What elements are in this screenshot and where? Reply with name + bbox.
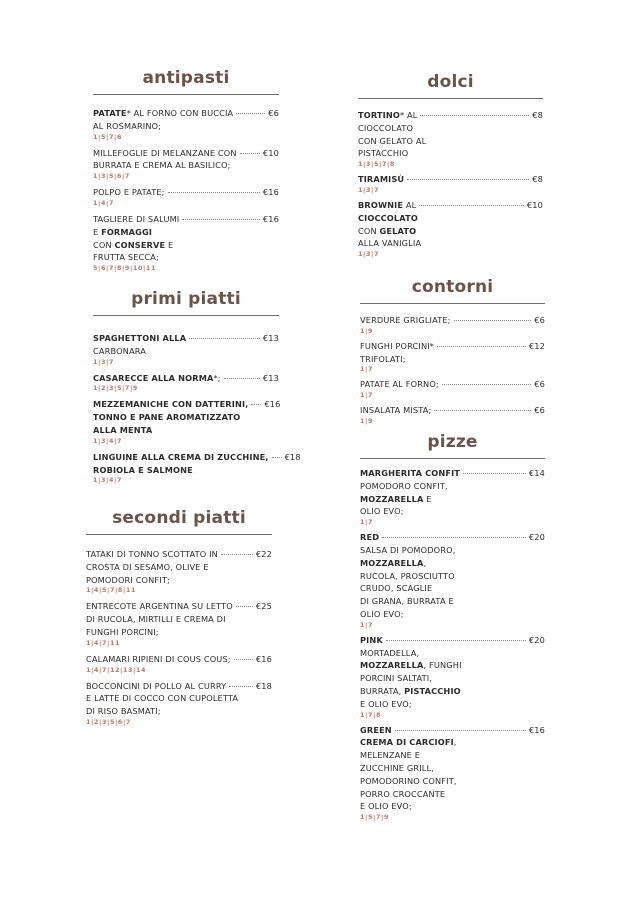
- dish-text-bold: SPAGHETTONI ALLA: [93, 333, 187, 343]
- divider: [358, 98, 543, 99]
- dish-description: [360, 659, 545, 672]
- dish-text: DI RISO BASMATI;: [86, 706, 161, 717]
- dish-description: [360, 493, 545, 506]
- dish-description: [93, 464, 279, 477]
- dish-text-bold: MOZZARELLA: [360, 660, 424, 671]
- dish-name-line: [86, 600, 272, 613]
- section-dolci: [358, 72, 543, 258]
- dish-text-bold: TONNO E PANE AROMATIZZATO: [93, 412, 241, 423]
- dish-name: [93, 147, 237, 160]
- dish-description: [360, 672, 545, 685]
- menu-item: [93, 213, 279, 272]
- dish-description: [93, 159, 279, 172]
- dot-leader: [229, 686, 253, 687]
- dish-text: PATATE AL FORNO;: [360, 379, 439, 390]
- dish-text: , FUNGHI: [423, 660, 462, 671]
- dish-description: [360, 685, 545, 698]
- dish-text: BOCCONCINI DI POLLO AL CURRY: [86, 680, 227, 691]
- allergen-codes: 1|7: [360, 620, 374, 629]
- dish-name-line: [93, 147, 279, 160]
- dot-leader: [407, 179, 529, 180]
- dish-name-line: [93, 398, 279, 411]
- dish-price: €20: [528, 634, 545, 645]
- dish-text: TATAKI DI TONNO SCOTTATO IN: [86, 549, 218, 559]
- allergen-codes: 1|4|7|12|13|14: [86, 665, 147, 674]
- menu-item: [360, 634, 545, 719]
- dish-price: €16: [264, 399, 281, 410]
- dish-price: €16: [255, 653, 272, 664]
- dish-text: ,: [453, 737, 457, 748]
- dish-description: [360, 582, 545, 595]
- dish-description: [360, 749, 545, 762]
- dish-text: *;: [213, 372, 221, 383]
- dish-name-line: [358, 173, 543, 186]
- dish-text: CROSTA DI SESAMO, OLIVE E: [86, 561, 209, 572]
- dish-price: €6: [268, 108, 279, 118]
- dot-leader: [442, 384, 531, 385]
- dish-name-line: [360, 314, 545, 327]
- menu-item: [360, 314, 545, 335]
- menu-item: [93, 372, 279, 393]
- dish-name-line: [93, 332, 279, 345]
- menu-item: [360, 467, 545, 526]
- dish-description: [358, 135, 543, 148]
- dish-price: €13: [262, 333, 279, 343]
- dish-name: [360, 340, 434, 353]
- dish-price: €25: [255, 601, 272, 612]
- divider: [93, 94, 279, 95]
- dish-name: [360, 404, 431, 417]
- dot-leader: [272, 457, 282, 458]
- dish-text: FUNGHI PORCINI;: [86, 626, 159, 637]
- dish-text-bold: FORMAGGI: [101, 226, 153, 237]
- dish-price: €8: [532, 110, 543, 120]
- dish-description: [93, 411, 279, 424]
- dot-leader: [224, 378, 260, 379]
- dish-name-line: [93, 372, 279, 385]
- dish-price: €10: [526, 199, 543, 210]
- dot-leader: [454, 320, 532, 321]
- dish-name: [86, 653, 231, 666]
- dish-text-bold: ALLA MENTA: [93, 424, 153, 435]
- dish-description: [360, 505, 545, 518]
- dish-text-bold: TORTINO: [358, 110, 400, 120]
- dish-description: [360, 595, 545, 608]
- dish-description: [360, 570, 545, 583]
- dish-text: TRIFOLATI;: [360, 353, 406, 364]
- dot-leader: [236, 606, 253, 607]
- dish-name-line: [93, 213, 279, 226]
- dish-text-bold: CREMA DI CARCIOFI: [360, 737, 454, 748]
- allergen-codes: 1|3|5|6|7: [93, 172, 130, 181]
- allergen-codes: 1|9: [360, 416, 374, 425]
- allergen-codes: 1|4|7|11: [86, 638, 121, 647]
- allergen-codes: 1|3|7: [358, 185, 380, 194]
- dot-leader: [234, 659, 253, 660]
- dish-text: BURRATA,: [360, 685, 405, 696]
- dish-text-bold: MOZZARELLA: [360, 493, 424, 504]
- dish-text: CON: [358, 225, 380, 236]
- dot-leader: [251, 404, 261, 405]
- dish-name-line: [360, 467, 545, 480]
- dish-description: [360, 608, 545, 621]
- dish-text-bold: LINGUINE ALLA CREMA DI ZUCCHINE,: [93, 451, 269, 462]
- dish-name: [93, 186, 165, 199]
- dish-name: [360, 378, 439, 391]
- dish-price: €13: [262, 372, 279, 383]
- menu-item: [93, 398, 279, 444]
- menu-item: [93, 186, 279, 207]
- dish-text-bold: CASARECCE ALLA NORMA: [93, 372, 214, 383]
- dish-text-bold: MARGHERITA CONFIT: [360, 468, 461, 478]
- menu-item: [360, 378, 545, 399]
- dish-text-bold: RED: [360, 532, 380, 543]
- dot-leader: [395, 730, 526, 731]
- dish-description: [360, 557, 545, 570]
- dish-name: [360, 531, 379, 544]
- dish-name-line: [360, 724, 545, 737]
- dish-name: [93, 398, 248, 411]
- menu-item: [93, 147, 279, 181]
- dish-description: [358, 237, 543, 250]
- divider: [93, 315, 279, 316]
- dish-text-bold: GREEN: [360, 724, 392, 735]
- dish-text: ,: [423, 557, 427, 568]
- menu-item: [358, 199, 543, 258]
- dish-price: €14: [528, 468, 545, 478]
- dish-text-bold: PISTACCHIO: [404, 685, 461, 696]
- dot-leader: [419, 205, 524, 206]
- dish-description: [86, 692, 272, 705]
- menu-item: [360, 404, 545, 425]
- menu-item: [360, 724, 545, 822]
- allergen-codes: 1|5|7|9: [360, 813, 389, 822]
- dish-text: SALSA DI POMODORO,: [360, 544, 456, 555]
- allergen-codes: 1|7: [360, 391, 374, 400]
- section-secondi-piatti: [86, 508, 272, 726]
- dish-name-line: [360, 404, 545, 417]
- dish-text: POMODORO CONFIT,: [360, 480, 448, 491]
- dot-leader: [386, 640, 526, 641]
- dish-description: [93, 251, 279, 264]
- dish-text: E: [93, 226, 102, 237]
- section-title: secondi piatti: [112, 508, 246, 528]
- divider: [86, 534, 272, 535]
- dish-text: * AL: [399, 110, 418, 120]
- allergen-codes: 1|4|5|7|8|11: [86, 586, 136, 595]
- dish-text: E LATTE DI COCCO CON CUPOLETTA: [86, 693, 239, 704]
- dish-text: E OLIO EVO;: [360, 801, 412, 812]
- dish-description: [360, 762, 545, 775]
- section-pizze: [360, 432, 545, 821]
- dish-text: MELENZANE E: [360, 750, 421, 761]
- dish-price: €20: [528, 532, 545, 543]
- dot-leader: [221, 554, 253, 555]
- dish-name-line: [360, 531, 545, 544]
- dish-description: [93, 120, 279, 133]
- dish-name: [86, 680, 226, 693]
- dish-name-line: [360, 340, 545, 353]
- dish-name-line: [360, 378, 545, 391]
- section-title: dolci: [427, 72, 474, 92]
- allergen-codes: 1|7: [360, 365, 374, 374]
- dot-leader: [182, 219, 260, 220]
- dish-name-line: [86, 653, 272, 666]
- allergen-codes: 1|2|3|5|7|9: [93, 384, 138, 393]
- menu-item: [86, 680, 272, 726]
- dish-text-bold: CONSERVE: [114, 239, 166, 250]
- dish-name-line: [93, 451, 301, 464]
- dish-name-line: [86, 680, 272, 693]
- dish-description: [93, 239, 279, 252]
- menu-item: [358, 109, 543, 168]
- dish-text: POLPO E PATATE;: [93, 187, 165, 198]
- dish-name: [93, 213, 179, 226]
- dish-text: ENTRECOTE ARGENTINA SU LETTO: [86, 601, 233, 612]
- dish-text: OLIO EVO;: [360, 608, 404, 619]
- dish-name: [86, 548, 218, 561]
- dish-text-bold: PINK: [360, 634, 383, 645]
- menu-item: [86, 548, 272, 594]
- dish-price: €6: [534, 405, 545, 416]
- dish-description: [358, 147, 543, 160]
- menu-item: [86, 600, 272, 646]
- allergen-codes: 5|6|7|8|9|10|11: [93, 264, 157, 273]
- dish-description: [86, 626, 272, 639]
- section-antipasti: [93, 68, 279, 272]
- dish-name-line: [358, 199, 543, 212]
- allergen-codes: 1|7|8: [360, 710, 382, 719]
- allergen-codes: 1|7: [360, 518, 374, 527]
- dot-leader: [437, 346, 526, 347]
- menu-item: [86, 653, 272, 674]
- menu-item: [360, 340, 545, 374]
- allergen-codes: 1|3|4|7: [93, 436, 122, 445]
- section-title: contorni: [411, 277, 494, 297]
- dish-text: INSALATA MISTA;: [360, 405, 432, 416]
- dot-leader: [420, 115, 529, 116]
- dish-text: FUNGHI PORCINI*: [360, 340, 435, 351]
- dish-name-line: [93, 186, 279, 199]
- dish-price: €22: [255, 549, 272, 559]
- dish-text: E: [165, 239, 174, 250]
- dish-name: [360, 467, 460, 480]
- allergen-codes: 1|2|3|5|6|7: [86, 717, 131, 726]
- divider: [360, 458, 545, 459]
- dish-text: CON GELATO AL: [358, 135, 427, 146]
- dish-text: FRUTTA SECCA;: [93, 252, 159, 263]
- dish-text: POMODORI CONFIT;: [86, 574, 170, 585]
- dot-leader: [463, 473, 526, 474]
- dish-text-bold: TIRAMISÙ: [358, 174, 405, 185]
- dish-price: €16: [262, 187, 279, 198]
- dish-price: €10: [262, 147, 279, 158]
- dish-name: [360, 314, 451, 327]
- dot-leader: [434, 410, 531, 411]
- dish-price: €12: [528, 340, 545, 351]
- menu-item: [358, 173, 543, 194]
- menu-item: [93, 107, 279, 141]
- dish-text-bold: MOZZARELLA: [360, 557, 424, 568]
- dish-description: [360, 698, 545, 711]
- dish-description: [358, 212, 543, 225]
- menu-item: [360, 531, 545, 629]
- allergen-codes: 1|5|7|6: [93, 132, 122, 141]
- dish-name: [86, 600, 233, 613]
- dish-text: AL ROSMARINO;: [93, 120, 162, 131]
- dish-description: [86, 574, 272, 587]
- dish-name-line: [358, 109, 543, 122]
- dish-description: [360, 775, 545, 788]
- dish-text: DI RUCOLA, MIRTILLI E CREMA DI: [86, 614, 226, 625]
- divider: [360, 303, 545, 304]
- dish-price: €16: [528, 724, 545, 735]
- dish-text: PISTACCHIO: [358, 148, 409, 159]
- dish-text: ZUCCHINE GRILL,: [360, 762, 434, 773]
- dish-description: [360, 647, 545, 660]
- dish-description: [93, 345, 279, 358]
- dish-price: €6: [534, 315, 545, 325]
- dish-text: MORTADELLA,: [360, 647, 420, 658]
- dish-description: [358, 122, 543, 135]
- dish-name: [93, 372, 221, 385]
- dish-text: VERDURE GRIGLIATE;: [360, 315, 451, 325]
- dish-name: [358, 109, 417, 122]
- dish-text: BURRATA E CREMA AL BASILICO;: [93, 160, 231, 171]
- dish-description: [86, 705, 272, 718]
- dish-description: [358, 225, 543, 238]
- dish-text: DI GRANA, BURRATA E: [360, 596, 454, 607]
- dish-text: PORCINI SALTATI,: [360, 673, 433, 684]
- dish-name-line: [360, 634, 545, 647]
- dish-text-bold: CIOCCOLATO: [358, 212, 418, 223]
- dish-description: [86, 561, 272, 574]
- dish-description: [360, 800, 545, 813]
- dish-text: ALLA VANIGLIA: [358, 238, 422, 249]
- dish-text-bold: PATATE: [93, 108, 127, 118]
- dish-price: €8: [532, 174, 543, 185]
- dish-text-bold: MEZZEMANICHE CON DATTERINI,: [93, 399, 249, 410]
- dish-text: OLIO EVO;: [360, 506, 404, 517]
- dish-price: €16: [262, 213, 279, 224]
- dish-name-line: [93, 107, 279, 120]
- menu-item: [93, 451, 301, 485]
- dish-name: [360, 634, 383, 647]
- allergen-codes: 1|9: [360, 326, 374, 335]
- dish-text: E OLIO EVO;: [360, 698, 412, 709]
- dish-text-bold: ROBIOLA E SALMONE: [93, 464, 193, 475]
- dish-description: [360, 544, 545, 557]
- dish-text-bold: BROWNIE: [358, 199, 404, 210]
- dish-text-bold: GELATO: [379, 225, 417, 236]
- allergen-codes: 1|3|7: [93, 357, 115, 366]
- dish-text: CRUDO, SCAGLIE: [360, 583, 433, 594]
- dish-name: [93, 451, 269, 464]
- menu-item: [93, 332, 279, 366]
- dish-text: CIOCCOLATO: [358, 122, 414, 133]
- dish-text: TAGLIERE DI SALUMI: [93, 213, 180, 224]
- allergen-codes: 1|4|7: [93, 198, 115, 207]
- dish-name: [93, 332, 186, 345]
- dish-description: [360, 736, 545, 749]
- allergen-codes: 1|3|5|7|8: [358, 160, 395, 169]
- section-title: pizze: [427, 432, 478, 452]
- dot-leader: [240, 153, 260, 154]
- dish-description: [360, 353, 545, 366]
- dish-price: €18: [255, 680, 272, 691]
- dish-description: [93, 226, 279, 239]
- dish-description: [86, 613, 272, 626]
- dish-description: [360, 788, 545, 801]
- dish-price: €6: [534, 379, 545, 390]
- dot-leader: [168, 192, 260, 193]
- dot-leader: [382, 537, 526, 538]
- dish-name: [360, 724, 392, 737]
- section-title: primi piatti: [131, 289, 241, 309]
- dot-leader: [189, 338, 260, 339]
- section-primi-piatti: [93, 289, 301, 485]
- allergen-codes: 1|3|7: [358, 250, 380, 259]
- dish-text: CARBONARA: [93, 345, 146, 356]
- dish-text: PORRO CROCCANTE: [360, 788, 446, 799]
- dish-description: [93, 424, 279, 437]
- dish-text: E: [423, 493, 432, 504]
- dish-text: CON: [93, 239, 115, 250]
- dish-text: * AL FORNO CON BUCCIA: [126, 108, 234, 118]
- dish-text: MILLEFOGLIE DI MELANZANE CON: [93, 147, 237, 158]
- section-title: antipasti: [142, 68, 230, 88]
- dish-price: €18: [284, 451, 301, 462]
- dish-name-line: [86, 548, 272, 561]
- dot-leader: [236, 113, 265, 114]
- section-contorni: [360, 277, 545, 425]
- dish-text: POMODORINO CONFIT,: [360, 775, 457, 786]
- allergen-codes: 1|3|4|7: [93, 476, 122, 485]
- dish-text: RUCOLA, PROSCIUTTO: [360, 570, 455, 581]
- dish-description: [360, 480, 545, 493]
- dish-name: [358, 199, 416, 212]
- dish-text: CALAMARI RIPIENI DI COUS COUS;: [86, 653, 231, 664]
- dish-name: [358, 173, 404, 186]
- dish-name: [93, 107, 233, 120]
- dish-text: AL: [403, 199, 417, 210]
